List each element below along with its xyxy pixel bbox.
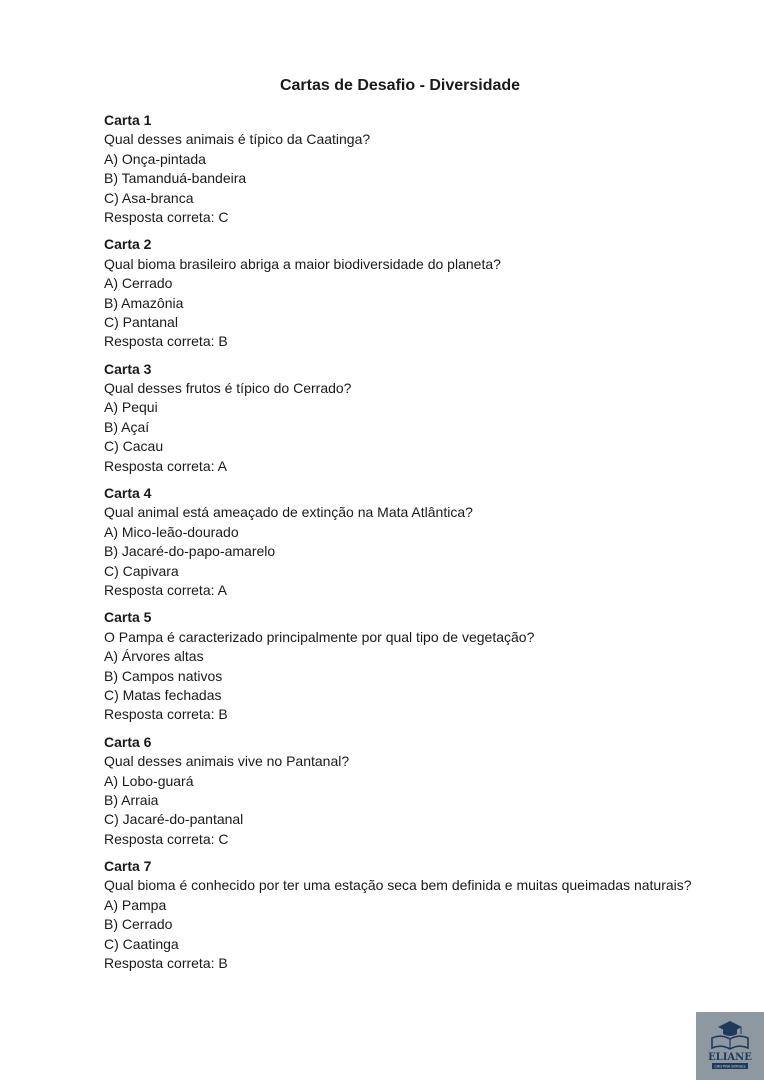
challenge-card <box>104 111 744 227</box>
card-question: Qual bioma brasileiro abriga a maior biodiversidade do planeta? <box>104 255 501 272</box>
card-title: Carta 2 <box>104 236 152 253</box>
card-question: Qual desses animais vive no Pantanal? <box>104 753 350 770</box>
card-option: A) Árvores altas <box>104 648 204 665</box>
card-title: Carta 6 <box>104 733 152 750</box>
card-option: B) Jacaré-do-papo-amarelo <box>104 543 276 560</box>
challenge-card <box>104 484 744 600</box>
card-list <box>104 111 744 981</box>
card-option: C) Jacaré-do-pantanal <box>104 811 244 828</box>
card-answer: Resposta correta: B <box>104 955 228 972</box>
card-option: C) Cacau <box>104 438 164 455</box>
card-option: C) Capivara <box>104 562 179 579</box>
challenge-card <box>104 235 744 351</box>
card-option: A) Lobo-guará <box>104 772 194 789</box>
card-question: Qual desses frutos é típico do Cerrado? <box>104 380 352 397</box>
card-answer: Resposta correta: C <box>104 830 229 847</box>
card-title: Carta 1 <box>104 112 152 128</box>
card-question: Qual desses animais é típico da Caatinga? <box>104 131 371 148</box>
card-answer: Resposta correta: A <box>104 581 227 598</box>
challenge-card <box>104 360 744 476</box>
logo-tagline: CRISTINA BORGES <box>714 1064 746 1069</box>
card-option: A) Onça-pintada <box>104 150 206 167</box>
card-option: A) Pampa <box>104 896 167 913</box>
card-option: B) Arraia <box>104 791 159 808</box>
challenge-card <box>104 608 744 724</box>
card-option: B) Tamanduá-bandeira <box>104 170 247 187</box>
card-option: C) Caatinga <box>104 935 179 952</box>
brand-logo <box>696 1012 764 1080</box>
card-option: A) Mico-leão-dourado <box>104 523 239 540</box>
card-option: A) Pequi <box>104 399 158 416</box>
card-title: Carta 3 <box>104 360 152 377</box>
card-answer: Resposta correta: B <box>104 333 228 350</box>
challenge-card <box>104 857 744 973</box>
card-option: C) Pantanal <box>104 313 178 330</box>
card-question: Qual bioma é conhecido por ter uma estação seca bem definida e muitas queimadas naturais? <box>104 877 692 894</box>
card-option: B) Campos nativos <box>104 667 223 684</box>
card-option: B) Cerrado <box>104 916 173 933</box>
card-title: Carta 7 <box>104 858 152 875</box>
card-option: B) Amazônia <box>104 294 184 311</box>
card-title: Carta 4 <box>104 485 152 502</box>
graduation-cap-book-icon <box>696 1012 764 1080</box>
challenge-card <box>104 733 744 849</box>
card-question: O Pampa é caracterizado principalmente por qual tipo de vegetação? <box>104 628 535 645</box>
logo-name: ELIANE <box>708 1052 752 1063</box>
card-option: B) Açaí <box>104 418 150 435</box>
card-answer: Resposta correta: C <box>104 208 229 225</box>
card-option: C) Matas fechadas <box>104 686 222 703</box>
card-option: A) Cerrado <box>104 275 173 292</box>
card-option: C) Asa-branca <box>104 189 194 206</box>
card-question: Qual animal está ameaçado de extinção na Mata Atlântica? <box>104 504 473 521</box>
card-answer: Resposta correta: B <box>104 706 228 723</box>
card-title: Carta 5 <box>104 609 152 626</box>
page-title: Cartas de Desafio - Diversidade <box>279 77 521 94</box>
card-answer: Resposta correta: A <box>104 457 227 474</box>
